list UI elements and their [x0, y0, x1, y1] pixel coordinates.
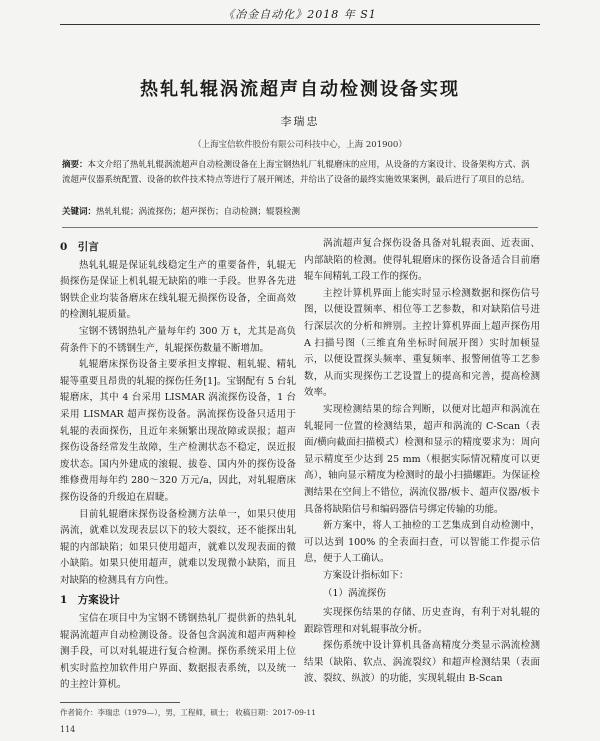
paragraph: 实现探伤结果的存储、历史查询，有利于对轧辊的跟踪管理和对轧辊事故分析。: [304, 607, 540, 635]
abstract-text: 本文介绍了热轧轧辊涡流超声自动检测设备在上海宝钢热轧厂轧辊磨床的应用，从设备的方案设计、设备架构方式、涡流超声仪器系统配置、设备的软件技术特点等进行了展开阐述，并给出了设备的最终实施效果案例，最后进行了项目的总结。: [62, 160, 530, 185]
author-footnote: 作者简介：李瑞忠（1979—），男，工程师，硕士； 收稿日期：2017-09-11: [60, 708, 316, 717]
paragraph: 涡流超声复合探伤设备具备对轧辊表面、近表面、内部缺陷的检测。使得轧辊磨床的探伤设备适合目前磨辊车间精轧工段工作的探伤。: [304, 238, 540, 283]
right-column: [304, 236, 540, 688]
abstract: [62, 158, 538, 188]
paragraph: 实现检测结果的综合判断，以便对比超声和涡流在轧辊同一位置的检测结果，超声和涡流的 C-Scan（表面/横向截面扫描模式）检测和显示的精度要求为：周向显示精度至少达到 25 mm（根据实际情况精度可以更高），轴向显示精度为检测时的最小扫描螺距。为保证检测结果在空间上不错位，涡流仪器/板卡、超声仪器/板卡具备将缺陷信号和编码器信号绑定传输的功能。: [304, 403, 540, 515]
left-column: [60, 236, 296, 694]
paragraph: 方案设计指标如下：: [323, 569, 409, 581]
section-heading-intro: 0 引言: [60, 241, 99, 253]
keywords: [62, 205, 538, 220]
subsection-heading-eddy: （1）涡流探伤: [323, 588, 387, 600]
author: 李瑞忠: [280, 115, 320, 128]
paragraph: 轧辊磨床探伤设备主要承担支撑辊、粗轧辊、精轧辊等重要且昂贵的轧辊的探伤任务[1]。宝钢配有 5 台轧辊磨床，其中 4 台采用 LISMAR 涡流探伤设备，1 台采用 LISMAR 超声探伤设备。涡流探伤设备只适用于轧辊的表面探伤，且近年来频繁出现故障或误报；超声探伤设备经常发生故障，生产检测状态不稳定，误近报废状态。国内外建成的滚辊、拔卷、国内外的探伤设备维修费用每年约 280～320 万元/a，因此，对轧辊磨床探伤设备的升级迫在眉睫。: [60, 359, 296, 503]
page-number: 114: [60, 725, 76, 734]
keywords-text: 热轧轧辊；涡流探伤；超声探伤；自动检测；辊裂检测: [96, 207, 301, 217]
header-divider: [60, 24, 540, 25]
footnote-divider: [60, 702, 180, 703]
paragraph: 探伤系统中设计算机具备高精度分类显示涡流检测结果（缺陷、软点、涡流裂纹）和超声检测结果（表面波、裂纹、纵波）的功能，实现轧辊由 B-Scan: [304, 640, 540, 685]
abstract-divider: [62, 227, 538, 228]
keywords-label: 关键词：: [62, 207, 97, 217]
paragraph: 热轧轧辊是保证轧线稳定生产的重要备件，轧辊无损探伤是保证上机轧辊无缺陷的唯一手段。世界各先进钢铁企业均装备磨床在线轧辊无损探伤设备，全面高效的检测轧辊质量。: [60, 259, 296, 321]
journal-running-header: 《冶金自动化》2018 年 S1: [223, 8, 377, 21]
paragraph: 主控计算机界面上能实时显示检测数据和探伤信号图，以便设置频率、相位等工艺参数，和对缺陷信号进行深层次的分析和辨别。主控计算机界面上超声探伤用 A 扫描号图（三维直角坐标时间展开图）实时加顿显示，以便设置探头频率、重复频率、报警闸值等工艺参数，从而实现探伤工艺设置上的提高和完善，提高检测效率。: [304, 287, 540, 399]
paragraph: 宝信在项目中为宝钢不锈钢热轧厂提供新的热轧轧辊涡流超声自动检测设备。设备包含涡流和超声两种检测手段，可以对轧辊进行复合检测。探伤系统采用上位机实时监控加软件用户界面、数据报表系统，以及统一的主控计算机。: [60, 613, 296, 691]
abstract-label: 摘要：: [62, 160, 88, 170]
paragraph: 宝钢不锈钢热轧产量每年约 300 万 t，尤其是高负荷条件下的不锈钢生产，轧辊探伤数量不断增加。: [60, 325, 296, 354]
section-heading-scheme: 1 方案设计: [60, 594, 120, 607]
paper-title: 热轧轧辊涡流超声自动检测设备实现: [140, 79, 460, 100]
paragraph: 新方案中，将人工抽检的工艺集成到自动检测中，可以达到 100% 的全表面扫查，可以智能工作提示信息，便于人工确认。: [304, 520, 540, 565]
paragraph: 目前轧辊磨床探伤设备检测方法单一，如果只使用涡流，就难以发现表层以下的较大裂纹，还不能探出轧辊的内部缺陷；如果只使用超声，就难以发现表面的微小缺陷。如果只使用超声，就难以发现微小缺陷，而且对缺陷的检测具有方向性。: [60, 508, 296, 586]
affiliation: （上海宝信软件股份有限公司科技中心，上海 201900）: [193, 140, 407, 150]
